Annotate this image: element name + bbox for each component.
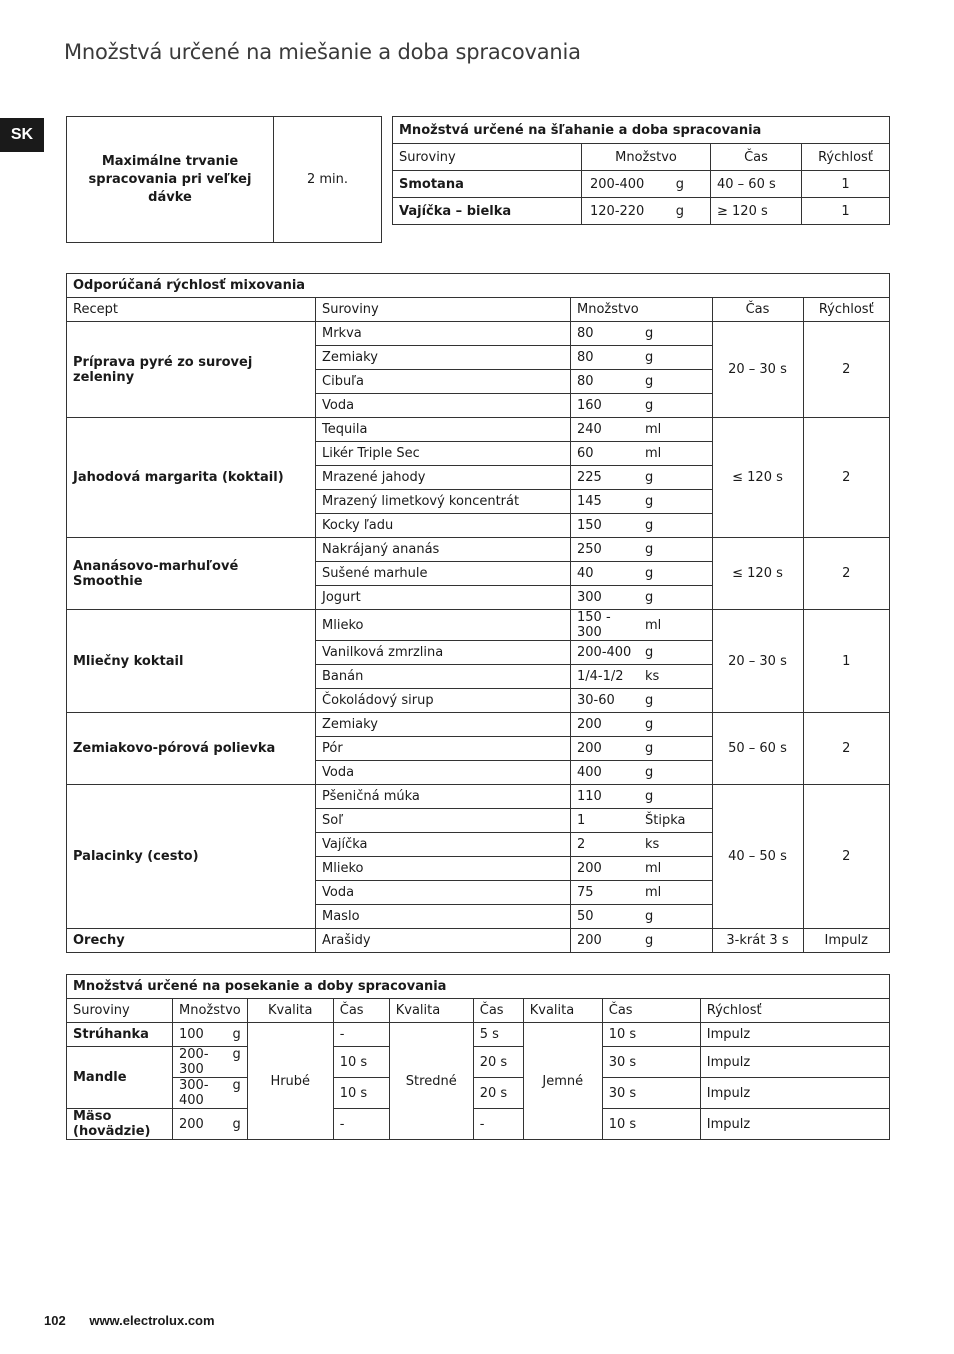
recipe-ingredient: Kocky ľadu: [316, 514, 571, 538]
chop-ingredient: Mandle: [67, 1047, 173, 1109]
recipe-unit: Štipka: [645, 809, 712, 833]
table-row: [393, 198, 890, 225]
recipe-ingredient: Likér Triple Sec: [316, 442, 571, 466]
recipe-amount: 200-400: [571, 641, 646, 665]
recipe-unit: ml: [645, 881, 712, 905]
recipe-speed: 2: [803, 322, 890, 418]
chopping-table: [66, 974, 890, 1140]
recipe-amount: 75: [571, 881, 646, 905]
chop-header-ingredient: Suroviny: [67, 999, 173, 1023]
recipe-amount: 200: [571, 713, 646, 737]
max-duration-value: 2 min.: [274, 117, 382, 243]
recipe-amount: 80: [571, 322, 646, 346]
language-tab: SK: [0, 118, 44, 152]
recipe-name: Jahodová margarita (koktail): [67, 418, 316, 538]
recipe-amount: 30-60: [571, 689, 646, 713]
recipe-name: Zemiakovo-pórová polievka: [67, 713, 316, 785]
recipe-ingredient: Vanilková zmrzlina: [316, 641, 571, 665]
recipe-speed: 2: [803, 418, 890, 538]
recipe-unit: g: [645, 346, 712, 370]
chop-time-medium: 5 s: [473, 1023, 523, 1047]
page-number: 102: [44, 1313, 66, 1328]
chop-time-medium: 20 s: [473, 1047, 523, 1078]
recipe-unit: g: [645, 929, 712, 953]
chop-speed: Impulz: [700, 1078, 889, 1109]
chop-time-medium: -: [473, 1109, 523, 1140]
recipe-ingredient: Soľ: [316, 809, 571, 833]
recipe-unit: ml: [645, 857, 712, 881]
recipe-ingredient: Pór: [316, 737, 571, 761]
table-row: [67, 929, 890, 953]
recipe-amount: 200: [571, 737, 646, 761]
recipe-unit: g: [645, 785, 712, 809]
chop-amount: 200: [179, 1116, 204, 1132]
table-row: [67, 322, 890, 346]
recipe-amount: 240: [571, 418, 646, 442]
recipe-ingredient: Mrkva: [316, 322, 571, 346]
recipe-unit: g: [645, 514, 712, 538]
max-duration-table: [66, 116, 382, 243]
recipe-unit: g: [645, 689, 712, 713]
recipe-amount: 110: [571, 785, 646, 809]
whip-speed: 1: [802, 198, 890, 225]
recipe-time: ≤ 120 s: [712, 538, 803, 610]
recipe-time: 20 – 30 s: [712, 322, 803, 418]
recipe-ingredient: Voda: [316, 394, 571, 418]
table-row: [393, 171, 890, 198]
chop-ingredient: Strúhanka: [67, 1023, 173, 1047]
recipe-ingredient: Tequila: [316, 418, 571, 442]
chop-header-speed: Rýchlosť: [700, 999, 889, 1023]
recipe-amount: 60: [571, 442, 646, 466]
recipe-unit: ml: [645, 610, 712, 641]
recipe-ingredient: Zemiaky: [316, 713, 571, 737]
recipe-unit: g: [645, 322, 712, 346]
recipe-unit: ml: [645, 418, 712, 442]
footer: [44, 1313, 235, 1328]
chop-unit: g: [232, 1116, 241, 1132]
whip-speed: 1: [802, 171, 890, 198]
chop-time-coarse: 10 s: [333, 1047, 389, 1078]
chop-amount: 100: [179, 1027, 204, 1042]
table-row: [67, 418, 890, 442]
recipe-ingredient: Sušené marhule: [316, 562, 571, 586]
recipe-speed: 1: [803, 610, 890, 713]
chop-time-coarse: 10 s: [333, 1078, 389, 1109]
table-row: [67, 1109, 890, 1140]
recipe-ingredient: Nakrájaný ananás: [316, 538, 571, 562]
table-row: [67, 538, 890, 562]
recipe-ingredient: Pšeničná múka: [316, 785, 571, 809]
recipe-amount: 300: [571, 586, 646, 610]
mix-header-amount: Množstvo: [571, 298, 713, 322]
whipping-table: [392, 116, 890, 225]
mixing-table: [66, 273, 890, 953]
whip-header-speed: Rýchlosť: [802, 144, 890, 171]
chop-amount: 200-300: [179, 1047, 209, 1077]
recipe-amount: 1: [571, 809, 646, 833]
recipe-amount: 150: [571, 514, 646, 538]
recipe-name: Orechy: [67, 929, 316, 953]
recipe-unit: g: [645, 905, 712, 929]
chop-unit: g: [232, 1027, 241, 1042]
chop-ingredient: Mäso (hovädzie): [67, 1109, 173, 1140]
chop-header-time: Čas: [473, 999, 523, 1023]
whip-time: ≥ 120 s: [711, 198, 802, 225]
whip-ingredient: Smotana: [393, 171, 582, 198]
recipe-amount: 400: [571, 761, 646, 785]
chopping-caption: Množstvá určené na posekanie a doby spracovania: [67, 975, 890, 999]
chop-time-coarse: -: [333, 1109, 389, 1140]
table-row: [67, 785, 890, 809]
table-row: [67, 1078, 890, 1109]
chop-header-quality: Kvalita: [247, 999, 333, 1023]
table-row: [67, 610, 890, 641]
recipe-time: 50 – 60 s: [712, 713, 803, 785]
whip-header-time: Čas: [711, 144, 802, 171]
recipe-ingredient: Zemiaky: [316, 346, 571, 370]
chop-speed: Impulz: [700, 1023, 889, 1047]
recipe-ingredient: Voda: [316, 881, 571, 905]
mix-header-speed: Rýchlosť: [803, 298, 890, 322]
recipe-time: 40 – 50 s: [712, 785, 803, 929]
recipe-amount: 200: [571, 857, 646, 881]
chop-time-fine: 30 s: [602, 1047, 700, 1078]
recipe-name: Palacinky (cesto): [67, 785, 316, 929]
recipe-name: Mliečny koktail: [67, 610, 316, 713]
whipping-caption: Množstvá určené na šľahanie a doba spracovania: [393, 117, 890, 144]
recipe-amount: 80: [571, 346, 646, 370]
mixing-caption: Odporúčaná rýchlosť mixovania: [67, 274, 890, 298]
chop-header-amount: Množstvo: [173, 999, 248, 1023]
recipe-unit: g: [645, 737, 712, 761]
chop-speed: Impulz: [700, 1109, 889, 1140]
chop-header-quality: Kvalita: [523, 999, 602, 1023]
chop-speed: Impulz: [700, 1047, 889, 1078]
recipe-name: Ananásovo-marhuľové Smoothie: [67, 538, 316, 610]
chop-quality-medium: Stredné: [389, 1023, 473, 1140]
whip-header-amount: Množstvo: [582, 144, 711, 171]
recipe-speed: 2: [803, 785, 890, 929]
recipe-amount: 200: [571, 929, 646, 953]
recipe-ingredient: Jogurt: [316, 586, 571, 610]
max-duration-label: Maximálne trvanie spracovania pri veľkej dávke: [67, 117, 274, 243]
chop-unit: g: [232, 1078, 241, 1093]
recipe-amount: 150 - 300: [571, 610, 646, 641]
recipe-unit: ml: [645, 442, 712, 466]
chop-time-medium: 20 s: [473, 1078, 523, 1109]
recipe-amount: 1/4-1/2: [571, 665, 646, 689]
chop-quality-fine: Jemné: [523, 1023, 602, 1140]
chop-header-time: Čas: [602, 999, 700, 1023]
recipe-unit: ks: [645, 833, 712, 857]
recipe-speed: 2: [803, 713, 890, 785]
recipe-unit: g: [645, 394, 712, 418]
recipe-ingredient: Banán: [316, 665, 571, 689]
chop-unit: g: [232, 1047, 241, 1062]
recipe-speed: 2: [803, 538, 890, 610]
recipe-unit: g: [645, 761, 712, 785]
recipe-unit: g: [645, 538, 712, 562]
website-link[interactable]: www.electrolux.com: [89, 1313, 215, 1328]
recipe-ingredient: Mlieko: [316, 857, 571, 881]
recipe-ingredient: Mlieko: [316, 610, 571, 641]
whip-amount: 200-400: [590, 176, 645, 192]
recipe-ingredient: Čokoládový sirup: [316, 689, 571, 713]
recipe-unit: ks: [645, 665, 712, 689]
chop-time-fine: 10 s: [602, 1109, 700, 1140]
recipe-amount: 40: [571, 562, 646, 586]
table-row: [67, 713, 890, 737]
chop-header-time: Čas: [333, 999, 389, 1023]
whip-ingredient: Vajíčka – bielka: [393, 198, 582, 225]
mix-header-time: Čas: [712, 298, 803, 322]
chop-amount: 300-400: [179, 1078, 209, 1108]
recipe-unit: g: [645, 490, 712, 514]
mix-header-ingredient: Suroviny: [316, 298, 571, 322]
recipe-unit: g: [645, 562, 712, 586]
page-title: Množstvá určené na miešanie a doba spracovania: [64, 40, 581, 64]
recipe-time: 20 – 30 s: [712, 610, 803, 713]
recipe-unit: g: [645, 370, 712, 394]
recipe-unit: g: [645, 586, 712, 610]
recipe-ingredient: Vajíčka: [316, 833, 571, 857]
recipe-amount: 225: [571, 466, 646, 490]
recipe-time: ≤ 120 s: [712, 418, 803, 538]
recipe-unit: g: [645, 466, 712, 490]
recipe-amount: 250: [571, 538, 646, 562]
table-row: [67, 1047, 890, 1078]
recipe-amount: 2: [571, 833, 646, 857]
chop-time-fine: 10 s: [602, 1023, 700, 1047]
chop-time-fine: 30 s: [602, 1078, 700, 1109]
recipe-ingredient: Voda: [316, 761, 571, 785]
recipe-name: Príprava pyré zo surovej zeleniny: [67, 322, 316, 418]
chop-header-quality: Kvalita: [389, 999, 473, 1023]
table-row: [67, 1023, 890, 1047]
chop-quality-coarse: Hrubé: [247, 1023, 333, 1140]
mix-header-recipe: Recept: [67, 298, 316, 322]
recipe-ingredient: Mrazené jahody: [316, 466, 571, 490]
whip-header-ingredient: Suroviny: [393, 144, 582, 171]
whip-unit: g: [675, 203, 684, 219]
recipe-unit: g: [645, 713, 712, 737]
recipe-amount: 160: [571, 394, 646, 418]
whip-amount: 120-220: [590, 203, 645, 219]
recipe-amount: 145: [571, 490, 646, 514]
whip-unit: g: [675, 176, 684, 192]
recipe-unit: g: [645, 641, 712, 665]
recipe-speed: Impulz: [803, 929, 890, 953]
recipe-ingredient: Maslo: [316, 905, 571, 929]
whip-time: 40 – 60 s: [711, 171, 802, 198]
recipe-amount: 80: [571, 370, 646, 394]
recipe-ingredient: Cibuľa: [316, 370, 571, 394]
recipe-ingredient: Arašidy: [316, 929, 571, 953]
chop-time-coarse: -: [333, 1023, 389, 1047]
recipe-time: 3-krát 3 s: [712, 929, 803, 953]
recipe-amount: 50: [571, 905, 646, 929]
recipe-ingredient: Mrazený limetkový koncentrát: [316, 490, 571, 514]
